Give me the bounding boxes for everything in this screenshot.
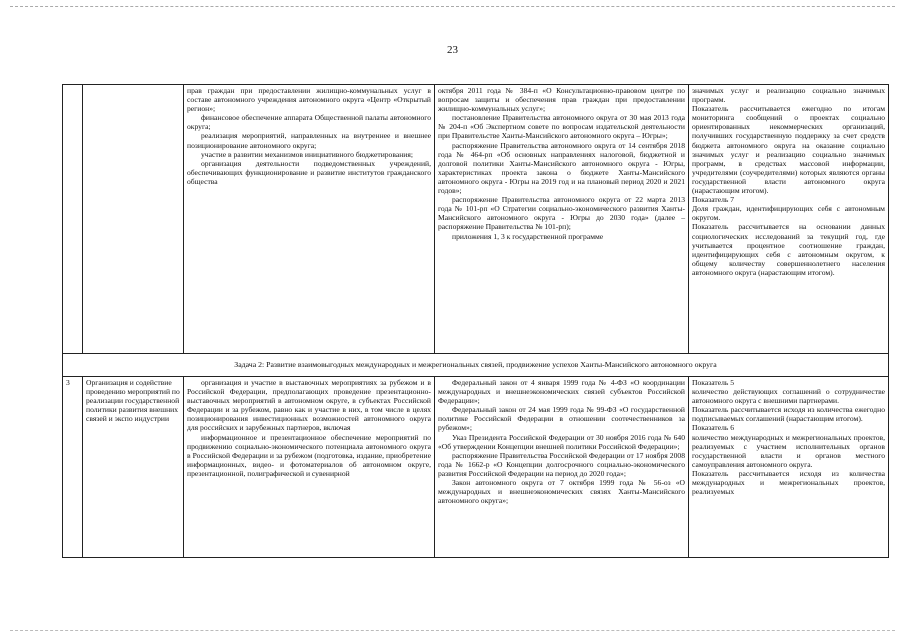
- row3-name-cell: [83, 377, 184, 558]
- row3-indicator-text: количество действующих соглашений о сотрудничестве автономного округа с внешними партнерами.: [692, 387, 885, 406]
- row3-indicator-text: Показатель рассчитывается исходя из количества международных и межрегиональных проектов, реализуемых: [692, 468, 885, 497]
- row1-measures-text: организация деятельности подведомственных учреждений, обеспечивающих функционирование и развитие институтов гражданского общества: [187, 158, 431, 186]
- row3-measures-text: организация и участие в выставочных мероприятиях за рубежом и в Российской Федерации, предполагающих проведение презентационно-выставочных мероприятий в автономном округе, в субъектах Российской Федерации и за рубежом, равно как и участие в них, в том числе в целях позиционирования инвестиционных возможностей автономного округа для российских и зарубежных партнеров, включая: [187, 378, 431, 433]
- row3-indicators-cell: [689, 377, 889, 558]
- row1-acts-cell: [435, 85, 689, 354]
- task-2-heading: Задача 2: Развитие взаимовыгодных международных и межрегиональных связей, продвижение успехов Ханты-Мансийского автономного округа: [63, 354, 889, 377]
- row3-measures-text: информационное и презентационное обеспечение мероприятий по продвижению социально-экономического потенциала автономного округа в Российской Федерации и за рубежом (подготовка, издание, приобретение информационных, видео- и фотоматериалов об автономном округе, презентационной, полиграфической и сувенирной: [187, 432, 431, 478]
- page-number: 23: [447, 44, 458, 56]
- row1-acts-text: распоряжение Правительства автономного округа от 22 марта 2013 года № 101-рп «О Стратегии социально-экономического развития Ханты-Мансийского автономного округа - Югры до 2030 года» (далее – распоряжение Правительства № 101-рп);: [438, 195, 685, 232]
- row1-acts-text: октября 2011 года № 384-п «О Консультационно-правовом центре по вопросам защиты и обеспечения прав граждан при предоставлении жилищно-коммунальных услуг»;: [438, 86, 685, 114]
- row3-indicator-text: количество международных и межрегиональных проектов, реализуемых с участием исполнительных органов государственной власти и органов местного самоуправления автономного округа.: [692, 432, 885, 469]
- row1-indicator-text: Доля граждан, идентифицирующих себя с автономным округом.: [692, 204, 885, 223]
- table-row: [63, 377, 889, 558]
- row1-acts-text: приложения 1, 3 к государственной программе: [452, 231, 604, 241]
- row1-indicator-text: Показатель рассчитывается ежегодно по итогам мониторинга сообщений о проектах социально ориентированных некоммерческих организаций, получивших государственную поддержку за счет средств бюджета автономного округа на оказание социально значимых услуг и реализацию социально значимых программ, в средствах массовой информации, учредителями (соучредителями) которых являются органы государственной власти автономного округа (нарастающим итогом).: [692, 104, 885, 196]
- row3-indicator-text: Показатель 6: [692, 423, 735, 433]
- row1-measures-text: реализация мероприятий, направленных на внутреннее и внешнее позиционирование автономного округа;: [187, 131, 431, 150]
- top-scan-border: [10, 6, 895, 7]
- row1-indicators-cell: [689, 85, 889, 354]
- row1-measures-text: финансовое обеспечение аппарата Общественной палаты автономного округа;: [187, 113, 431, 132]
- row1-number-cell: [63, 85, 83, 354]
- row1-indicator-text: значимых услуг и реализацию социально значимых программ.: [692, 86, 885, 105]
- row1-measures-text: прав граждан при предоставлении жилищно-коммунальных услуг в составе автономного учреждения автономного округа «Центр «Открытый регион»;: [187, 86, 431, 114]
- row3-name-text: Организация и содействие проведению мероприятий по реализации государственной политики развития внешних связей и экспо индустрии: [86, 378, 180, 424]
- row3-indicator-text: Показатель 5: [692, 378, 735, 387]
- row3-measures-cell: [184, 377, 435, 558]
- row1-name-cell: [83, 85, 184, 354]
- row1-acts-text: постановление Правительства автономного округа от 30 мая 2013 года № 204-п «Об Экспертном совете по вопросам издательской деятельности при Правительстве Ханты-Мансийского автономного округа – Югры»;: [438, 113, 685, 141]
- row3-acts-text: распоряжение Правительства Российской Федерации от 17 ноября 2008 года № 1662-р «О Концепции долгосрочного социально-экономического развития Российской Федерации на период до 2020 года»;: [438, 450, 685, 478]
- row3-acts-text: Федеральный закон от 4 января 1999 года № 4-ФЗ «О координации международных и внешнеэкономических связей субъектов Российской Федерации»;: [438, 378, 685, 406]
- program-table: [62, 84, 889, 558]
- row1-acts-text: распоряжение Правительства автономного округа от 14 сентября 2018 года № 464-рп «Об основных направлениях налоговой, бюджетной и долговой политики Ханты-Мансийского автономного округа - Югры, характеристиках проекта закона о бюджете Ханты-Мансийского автономного округа - Югры на 2019 год и на плановый период 2020 и 2021 годов»;: [438, 140, 685, 196]
- row1-measures-cell: [184, 85, 435, 354]
- task-row: [63, 354, 889, 377]
- row3-acts-text: Закон автономного округа от 7 октября 1999 года № 56-оз «О международных и внешнеэкономических связях Ханты-Мансийского автономного округа»;: [438, 478, 685, 506]
- bottom-scan-border: [10, 630, 895, 631]
- row3-acts-text: Указ Президента Российской Федерации от 30 ноября 2016 года № 640 «Об утверждении Концепции внешней политики Российской Федерации»;: [438, 432, 685, 451]
- row3-acts-cell: [435, 377, 689, 558]
- row3-number-cell: 3: [63, 377, 83, 558]
- row1-indicator-text: Показатель 7: [692, 195, 735, 205]
- row1-indicator-text: Показатель рассчитывается на основании данных социологических исследований за текущий год, где учитывается процентное соотношение граждан, идентифицирующих себя с автономным округом, к общему количеству совершеннолетнего населения автономного округа (нарастающим итогом).: [692, 222, 885, 277]
- table-row: [63, 85, 889, 354]
- row3-acts-text: Федеральный закон от 24 мая 1999 года № 99-ФЗ «О государственной политике Российской Федерации в отношении соотечественников за рубежом»;: [438, 405, 685, 433]
- row1-measures-text: участие в развитии механизмов инициативного бюджетирования;: [201, 149, 413, 159]
- row3-indicator-text: Показатель рассчитывается исходя из количества ежегодно подписываемых соглашений (нарастающим итогом).: [692, 405, 885, 424]
